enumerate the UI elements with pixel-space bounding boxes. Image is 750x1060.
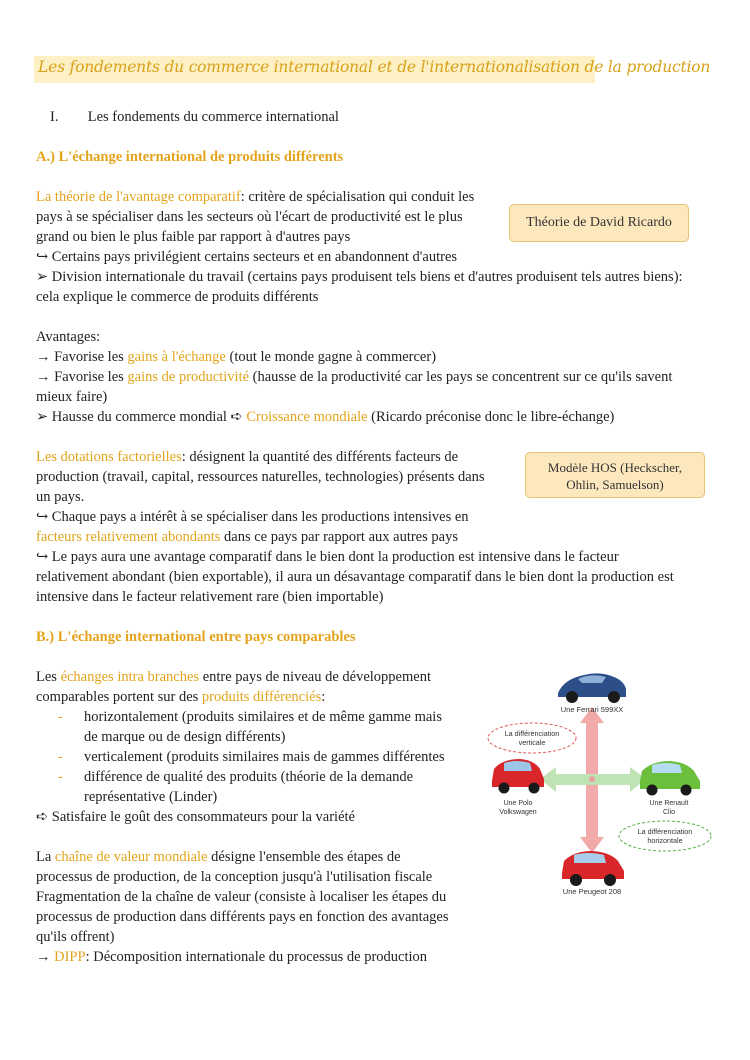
term-highlight: gains de productivité (127, 369, 250, 385)
term-highlight: produits différenciés (201, 689, 322, 705)
car-label-top: Une Ferrari 599XX (560, 705, 624, 714)
paragraph-line (36, 527, 458, 547)
part-b-heading: B.) L'échange international entre pays comparables (36, 629, 356, 645)
car-label-bottom: Une Peugeot 208 (562, 887, 622, 896)
dash-bullet: - (58, 749, 63, 765)
box-hos-line: Ohlin, Samuelson) (566, 477, 664, 492)
paragraph-line (36, 187, 474, 207)
paragraph-line: mieux faire) (36, 389, 108, 405)
text: : critère de spécialisation qui conduit les (240, 189, 475, 205)
text: désigne l'ensemble des étapes de (207, 849, 401, 865)
horizontal-label: horizontale (647, 836, 683, 845)
vertical-label: verticale (518, 738, 546, 747)
paragraph-line (36, 687, 325, 707)
list-item-continued: représentative (Linder) (84, 789, 218, 805)
paragraph-line: Fragmentation de la chaîne de valeur (consiste à localiser les étapes du (36, 889, 447, 905)
term-highlight: gains à l'échange (127, 349, 226, 365)
paragraph-line: processus de production dans différents pays en fonction des avantages (36, 909, 449, 925)
text: : Décomposition internationale du processus de production (85, 949, 428, 965)
paragraph-line: qu'ils offrent) (36, 929, 115, 945)
paragraph-line (36, 947, 427, 967)
term-highlight: facteurs relativement abondants (36, 529, 221, 545)
car-ferrari (558, 673, 626, 703)
paragraph-line: processus de production, de la conception jusqu'à l'utilisation fiscale (36, 869, 433, 885)
box-hos (525, 452, 705, 498)
car-label-left: Une Polo (503, 800, 533, 807)
paragraph-line (36, 447, 458, 467)
dash-bullet: - (58, 709, 63, 725)
term-highlight: Les dotations factorielles (36, 449, 182, 465)
page-title: Les fondements du commerce international et de l'internationalisation de la production (38, 58, 711, 76)
text: (tout le monde gagne à commercer) (225, 349, 437, 365)
list-item (58, 747, 445, 767)
term-highlight: DIPP (54, 949, 86, 965)
paragraph-line: production (travail, capital, ressources naturelles, technologies) présents dans (36, 469, 485, 485)
paragraph-line (36, 667, 431, 687)
text: Les (36, 669, 61, 685)
paragraph-line: ↪ Certains pays privilégient certains secteurs et en abandonnent d'autres (36, 249, 458, 265)
horizontal-label: La différenciation (637, 827, 693, 836)
paragraph-line: ↪ Le pays aura une avantage comparatif dans le bien dont la production est intensive dans le facteur (36, 549, 619, 565)
vertical-label: La différenciation (504, 729, 560, 738)
car-label-left: Volkswagen (499, 809, 537, 816)
text: horizontalement (produits similaires et de même gamme mais (84, 709, 442, 725)
text: → Favorise les (36, 349, 128, 365)
text: verticalement (produits similaires mais de gammes différentes (84, 749, 445, 765)
list-item (58, 707, 442, 727)
text: La (36, 849, 55, 865)
car-label-right: Une Renault (649, 800, 689, 807)
text: → (36, 949, 55, 965)
section-numeral: I. (50, 109, 59, 125)
term-highlight: Croissance mondiale (246, 409, 368, 425)
paragraph-line: grand ou bien le plus faible par rapport à d'autres pays (36, 229, 351, 245)
paragraph-line: pays à se spécialiser dans les secteurs où l'écart de productivité est le plus (36, 209, 463, 225)
section-heading (50, 107, 339, 127)
car-clio (640, 761, 700, 796)
car-polo (492, 759, 544, 794)
advantage-item (36, 407, 614, 427)
differentiation-diagram (480, 655, 720, 900)
list-item-continued: de marque ou de design différents) (84, 729, 286, 745)
text: différence de qualité des produits (théorie de la demande (84, 769, 414, 785)
paragraph-line (36, 847, 401, 867)
box-hos-line: Modèle HOS (Heckscher, (547, 460, 683, 475)
text: (Ricardo préconise donc le libre-échange) (367, 409, 615, 425)
advantage-item (36, 347, 436, 367)
text: : (321, 689, 326, 705)
paragraph-line: relativement abondant (bien exportable), il aura un désavantage comparatif dans le bien dont la production est (36, 569, 674, 585)
paragraph-line: un pays. (36, 489, 85, 505)
advantages-label: Avantages: (36, 329, 101, 345)
text: : désignent la quantité des différents facteurs de (181, 449, 459, 465)
list-item (58, 767, 413, 787)
paragraph-line: cela explique le commerce de produits différents (36, 289, 319, 305)
advantage-item (36, 367, 672, 387)
part-a-heading: A.) L'échange international de produits différents (36, 149, 344, 165)
paragraph-line: ➢ Division internationale du travail (certains pays produisent tels biens et d'autres produisent tels autres biens): (36, 269, 683, 285)
text: entre pays de niveau de développement (199, 669, 431, 685)
term-highlight: échanges intra branches (60, 669, 200, 685)
text: → Favorise les (36, 369, 128, 385)
car-peugeot (562, 851, 624, 886)
text: ➢ Hausse du commerce mondial ➪ (36, 409, 247, 425)
text: dans ce pays par rapport aux autres pays (220, 529, 458, 545)
paragraph-line: ↪ Chaque pays a intérêt à se spécialiser dans les productions intensives en (36, 509, 469, 525)
dash-bullet: - (58, 769, 63, 785)
text: comparables portent sur des (36, 689, 202, 705)
center-dot (589, 776, 595, 782)
section-label: Les fondements du commerce international (87, 109, 339, 125)
car-label-right: Clio (662, 809, 676, 816)
paragraph-line: intensive dans le facteur relativement rare (bien importable) (36, 589, 384, 605)
term-highlight: La théorie de l'avantage comparatif (36, 189, 241, 205)
text: (hausse de la productivité car les pays se concentrent sur ce qu'ils savent (249, 369, 673, 385)
paragraph-line: ➪ Satisfaire le goût des consommateurs pour la variété (36, 809, 355, 825)
box-ricardo: Théorie de David Ricardo (509, 204, 689, 242)
term-highlight: chaîne de valeur mondiale (54, 849, 208, 865)
